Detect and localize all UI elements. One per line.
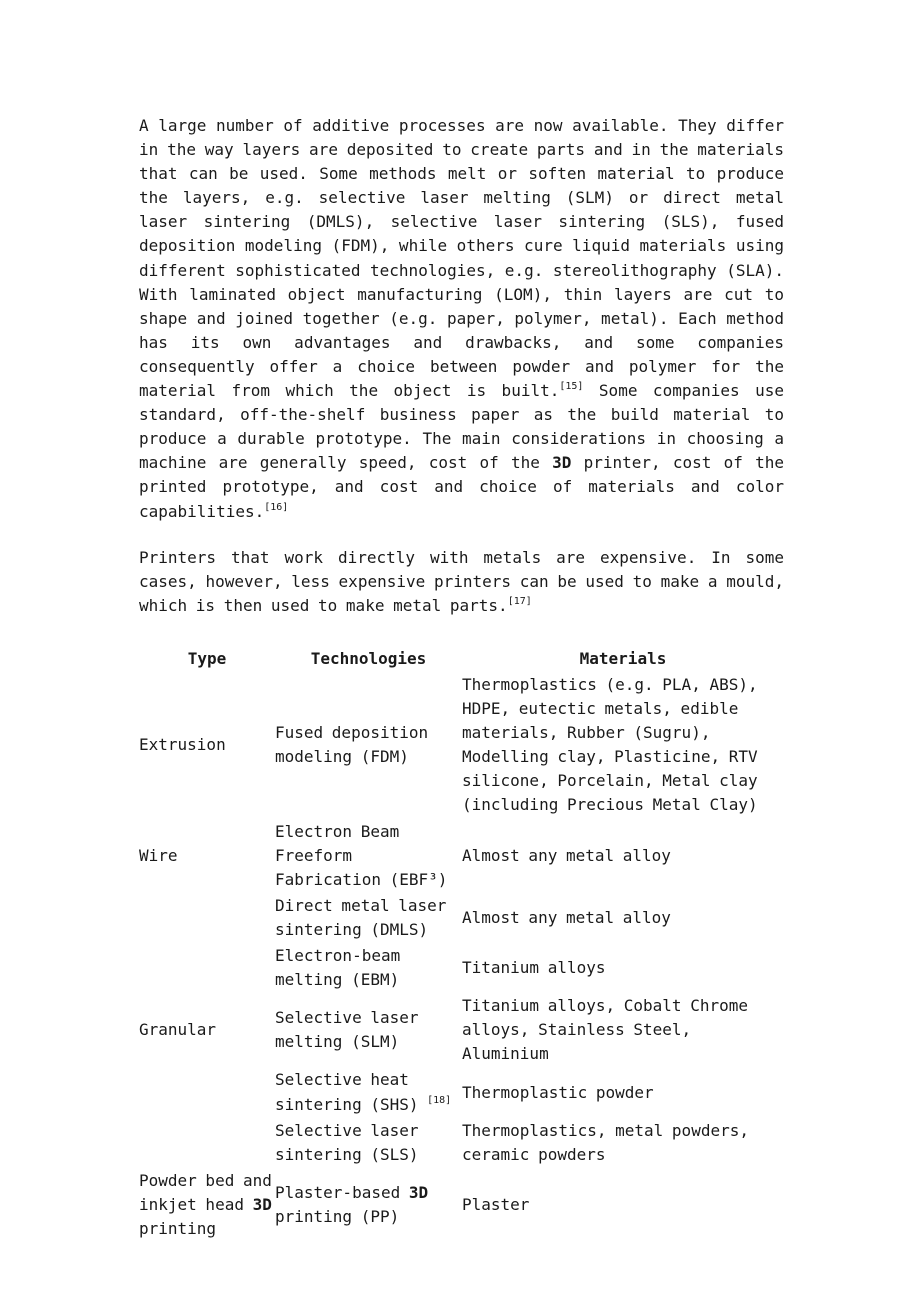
bold-term-3d: 3D	[552, 453, 572, 473]
header-type: Type	[187, 648, 227, 668]
bold-term-3d: 3D	[408, 1182, 429, 1202]
table-row	[139, 893, 784, 943]
type-cell-extrusion: Extrusion	[139, 735, 226, 755]
materials-cell: Almost any metal alloy	[462, 845, 671, 865]
materials-cell: Titanium alloys, Cobalt Chrome alloys, Stainless Steel, Aluminium	[462, 996, 748, 1064]
materials-cell: Thermoplastics (e.g. PLA, ABS), HDPE, eutectic metals, edible materials, Rubber (Sugru), Modelling clay, Plasticine, RTV silicone, Porcelain, Metal clay (including Precious Metal Clay)	[462, 674, 758, 815]
paragraph-additive-processes	[139, 114, 784, 524]
citation-ref-16[interactable]: [16]	[264, 501, 289, 513]
type-text: printing	[139, 1219, 217, 1239]
materials-cell: Titanium alloys	[462, 958, 606, 978]
tech-cell: Selective laser melting (SLM)	[275, 1008, 419, 1052]
tech-cell: Direct metal laser sintering (DMLS)	[275, 895, 447, 939]
table-row	[139, 672, 784, 819]
citation-ref-17[interactable]: [17]	[507, 595, 532, 607]
tech-cell	[275, 1067, 462, 1117]
tech-cell: Selective laser sintering (SLS)	[275, 1120, 419, 1164]
type-cell-powder-bed	[139, 1168, 275, 1242]
document-page	[139, 114, 784, 1242]
tech-text: printing (PP)	[275, 1206, 400, 1226]
table-row	[139, 819, 784, 893]
table-row	[139, 1168, 784, 1242]
type-cell-granular: Granular	[139, 1020, 217, 1040]
paragraph-text: A large number of additive processes are now available. They differ in the way layers are deposited to create parts and in the materials that can be used. Some methods melt or soften material to produce the layers, e.g. selective laser melting (SLM) or direct metal laser sintering (DMLS), selective laser sintering (SLS), fused deposition modeling (FDM), while others cure liquid materials using different sophisticated technologies, e.g. stereolithography (SLA). With laminated object manufacturing (LOM), thin layers are cut to shape and joined together (e.g. paper, polymer, metal). Each method has its own advantages and drawbacks, and some companies consequently offer a choice between powder and polymer for the material from which the object is built.	[139, 116, 784, 401]
tech-text: Plaster-based	[275, 1182, 409, 1202]
materials-cell: Thermoplastic powder	[462, 1082, 654, 1102]
tech-cell: Fused deposition modeling (FDM)	[275, 723, 429, 767]
materials-cell: Plaster	[462, 1194, 530, 1214]
paragraph-text: Some companies use standard, off-the-shelf business paper as the build material to produce a durable prototype. The main considerations in choosing a machine are generally speed, cost of the	[139, 381, 784, 473]
tech-cell: Electron Beam Freeform Fabrication (EBF³)	[275, 821, 448, 889]
citation-ref-15[interactable]: [15]	[559, 381, 584, 393]
tech-text: Selective heat sintering (SHS)	[275, 1070, 428, 1114]
citation-ref-18[interactable]: [18]	[427, 1094, 452, 1106]
paragraph-text: Printers that work directly with metals are expensive. In some cases, however, less expensive printers can be used to make a mould, which is then used to make metal parts.	[139, 547, 784, 615]
materials-cell: Thermoplastics, metal powders, ceramic powders	[462, 1120, 749, 1164]
header-materials: Materials	[579, 648, 667, 668]
type-cell-wire: Wire	[139, 845, 178, 865]
tech-cell: Electron-beam melting (EBM)	[275, 946, 401, 990]
type-text: Powder bed and inkjet head	[139, 1170, 272, 1214]
table-header-row	[139, 644, 784, 672]
header-technologies: Technologies	[310, 648, 427, 668]
paragraph-metal-printers	[139, 546, 784, 618]
bold-term-3d: 3D	[252, 1194, 272, 1214]
additive-process-table	[139, 644, 784, 1242]
paragraph-text: printer, cost of the printed prototype, and cost and choice of materials and color capabilities.	[139, 453, 784, 521]
tech-cell	[275, 1168, 462, 1242]
materials-cell: Almost any metal alloy	[462, 907, 671, 927]
